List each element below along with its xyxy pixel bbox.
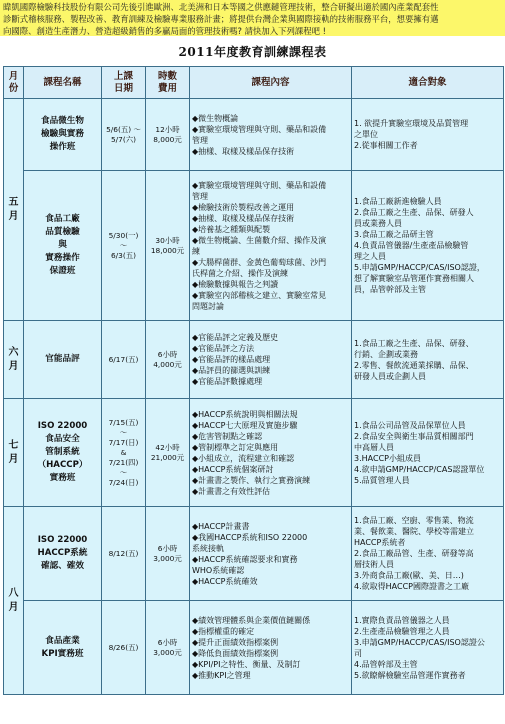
table-row xyxy=(4,399,504,507)
table-row xyxy=(4,601,504,695)
header-month: 月 份 xyxy=(4,67,24,99)
course-fee: 42小時 21,000元 xyxy=(146,399,190,507)
month-cell: 八 月 xyxy=(4,507,24,695)
month-cell: 五 月 xyxy=(4,99,24,321)
table-row xyxy=(4,321,504,399)
course-date: 7/15(五) ～ 7/17(日) & 7/21(四) ～ 7/24(日) xyxy=(102,399,146,507)
table-row xyxy=(4,99,504,171)
course-name: 食品工廠 品質檢驗 與 實務操作 保證班 xyxy=(24,171,102,321)
intro-banner xyxy=(0,0,505,36)
course-name: ISO 22000 HACCP系統 確認、確效 xyxy=(24,507,102,601)
course-fee: 6小時 3,000元 xyxy=(146,507,190,601)
header-course: 課程名稱 xyxy=(24,67,102,99)
course-name: ISO 22000 食品安全 管制系統 （HACCP） 實務班 xyxy=(24,399,102,507)
intro-line: 暐凱國際檢驗科技股份有限公司先後引進歐洲、北美洲和日本等國之供應鏈管理技術，整合研擬出適於國內產業配套性 xyxy=(3,2,439,12)
header-content: 課程內容 xyxy=(190,67,352,99)
course-date: 8/26(五) xyxy=(102,601,146,695)
month-cell: 七 月 xyxy=(4,399,24,507)
table-row xyxy=(4,507,504,601)
header-fee: 時數 費用 xyxy=(146,67,190,99)
table-row xyxy=(4,171,504,321)
month-cell: 六 月 xyxy=(4,321,24,399)
course-target: 1.食品工廠之生產、品保、研發、 行銷、企劃或業務 2.零售、餐飲流通業採購、品保、 研發人員或企劃人員 xyxy=(352,321,504,399)
course-content: ◆微生物概論 ◆實驗室環境管理與守則、藥品和設備 管理 ◆抽樣、取樣及樣品保存技術 xyxy=(190,99,352,171)
course-content: ◆HACCP系統說明與相關法規 ◆HACCP七大原理及實施步驟 ◆危害管制點之確認 ◆管制標準之訂定與應用 ◆小組成立，流程建立和確認 ◆HACCP系統個案研討 ◆計畫書之製作、執行之實務演練 ◆計畫書之有效性評估 xyxy=(190,399,352,507)
course-content: ◆官能品評之定義及歷史 ◆官能品評之方法 ◆官能品評的樣品處理 ◆品評員的篩選與訓練 ◆官能品評數據處理 xyxy=(190,321,352,399)
course-target: 1.食品公司品管及品保單位人員 2.食品安全與衛生事品質相關部門 中高層人員 3.HACCP小組成員 4.欲申請GMP/HACCP/CAS認證單位 5.品質管理人員 xyxy=(352,399,504,507)
course-fee: 12小時 8,000元 xyxy=(146,99,190,171)
page-title: 2011年度教育訓練課程表 xyxy=(178,45,327,59)
course-name: 食品微生物 檢驗與實務 操作班 xyxy=(24,99,102,171)
course-table xyxy=(3,66,504,695)
course-content: ◆績效管理體系與企業價值鏈關係 ◆指標權重的確定 ◆提升正面績效指標案例 ◆降低負面績效指標案例 ◆KPI/PI之特性、衡量、及制訂 ◆推動KPI之管理 xyxy=(190,601,352,695)
course-date: 5/30(一) ～ 6/3(五) xyxy=(102,171,146,321)
course-date: 5/6(五) ～ 5/7(六) xyxy=(102,99,146,171)
course-fee: 6小時 4,000元 xyxy=(146,321,190,399)
course-target: 1. 欲提升實驗室環境及品質管理 之單位 2.從事相關工作者 xyxy=(352,99,504,171)
course-fee: 6小時 3,000元 xyxy=(146,601,190,695)
course-name: 食品產業 KPI實務班 xyxy=(24,601,102,695)
course-target: 1.食品工廠、空廚、零售業、物流 業、餐飲業、醫院、學校等需建立 HACCP系統者 2.食品工廠品管、生產、研發等高 層技術人員 3.外商食品工廠(歐、美、日…) 4.欲取得HACCP國際證書之工廠 xyxy=(352,507,504,601)
header-target: 適合對象 xyxy=(352,67,504,99)
course-name: 官能品評 xyxy=(24,321,102,399)
intro-line: 向國際、創造生產潛力、營造超級銷售的多贏局面的管理技術嗎? 請快加入下列課程吧 ! xyxy=(3,26,326,36)
course-content: ◆HACCP計畫書 ◆我國HACCP系統和ISO 22000 系統接軌 ◆HACCP系統確認要求和實務 WHO系統確認 ◆HACCP系統確效 xyxy=(190,507,352,601)
intro-line: 診斷式稽核服務、製程改善、教育訓練及檢驗專業服務計畫；將提供台灣企業與國際接軌的技術服務平台，想要擁有邁 xyxy=(3,14,439,24)
course-target: 1.食品工廠新進檢驗人員 2.食品工廠之生產、品保、研發人 員或業務人員 3.食品工廠之品研主管 4.負責品管儀器/生產產品檢驗管 理之人員 5.申請GMP/HACCP/CAS/ISO認證， 想了解實驗室品管運作實務相關人 員，品管幹部及主管 xyxy=(352,171,504,321)
table-header-row xyxy=(4,67,504,99)
course-target: 1.實際負責品管儀器之人員 2.生產產品檢驗管理之人員 3.申請GMP/HACCP/CAS/ISO認證公 司 4.品管幹部及主管 5.欲瞭解檢驗室品管運作實務者 xyxy=(352,601,504,695)
header-date: 上課 日期 xyxy=(102,67,146,99)
course-content: ◆實驗室環境管理與守則、藥品和設備 管理 ◆檢驗技術於製程改善之運用 ◆抽樣、取樣及樣品保存技術 ◆培養基之種類與配製 ◆微生物概論、生菌數介紹、操作及演 練 ◆大腸桿菌群、金黃色葡萄球菌、沙門 氏桿菌之介紹、操作及演練 ◆檢驗數據與報告之判讀 ◆實驗室內部稽核之建立、實驗室常見 問題討論 xyxy=(190,171,352,321)
course-fee: 30小時 18,000元 xyxy=(146,171,190,321)
course-date: 6/17(五) xyxy=(102,321,146,399)
course-date: 8/12(五) xyxy=(102,507,146,601)
